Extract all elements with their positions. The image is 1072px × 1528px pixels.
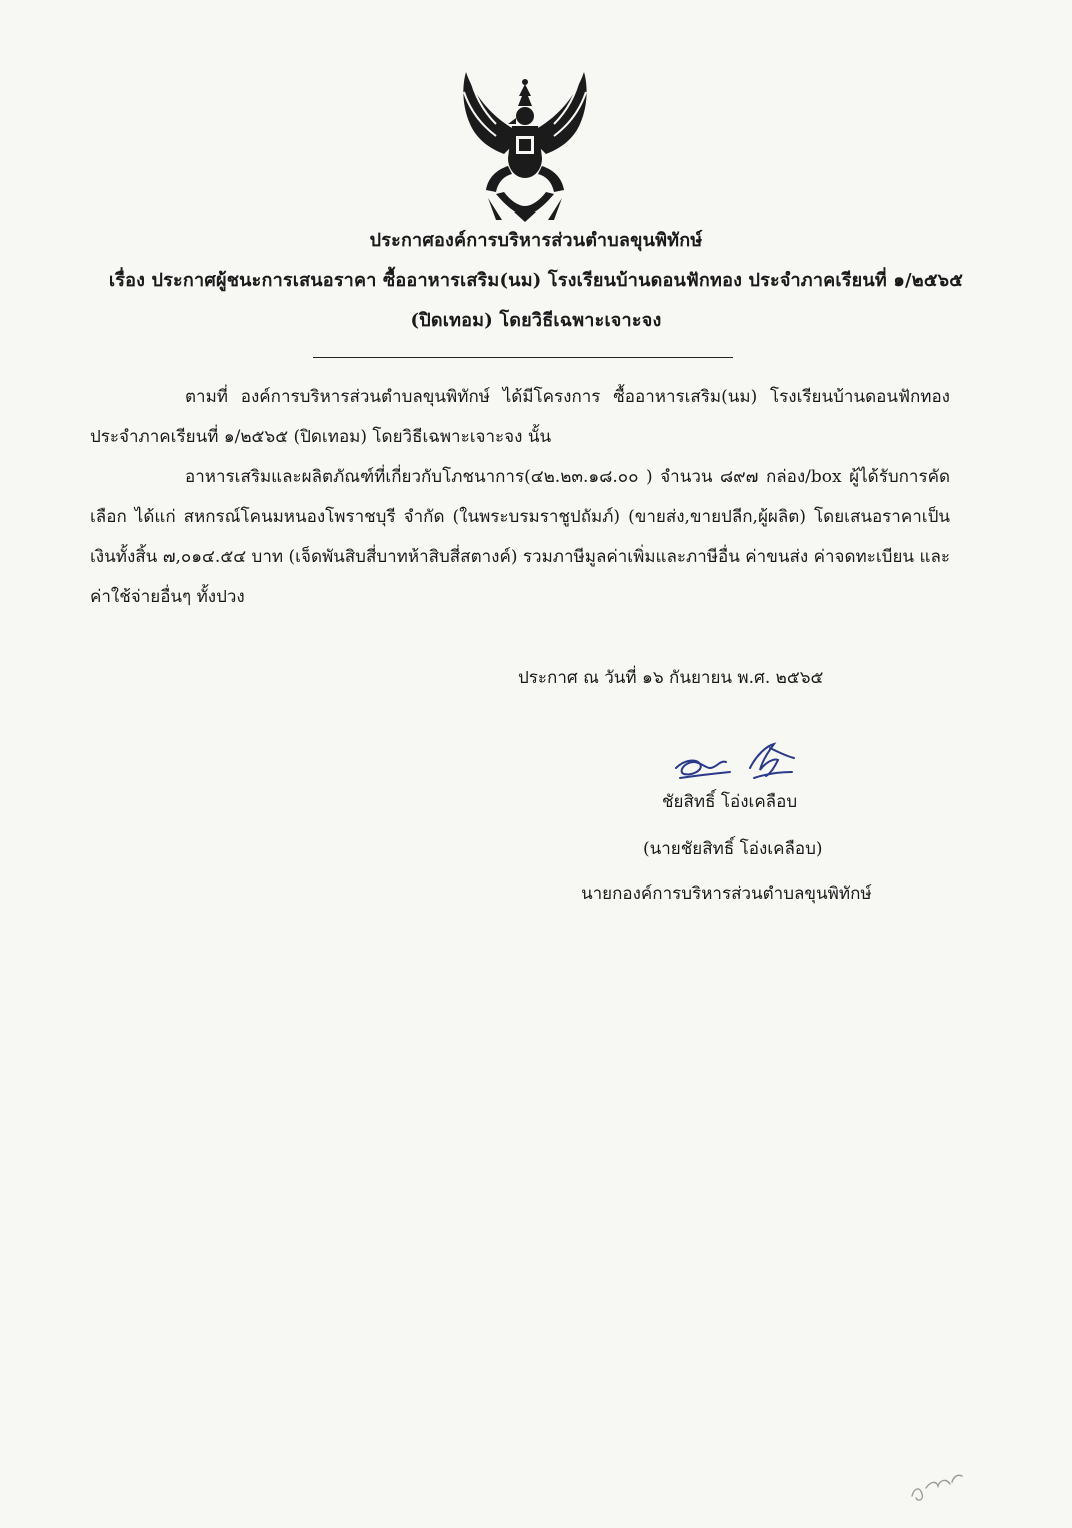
signer-name: ชัยสิทธิ์ โอ่งเคลือบ bbox=[662, 792, 798, 812]
header-divider bbox=[313, 357, 733, 358]
body-paragraph-1: ตามที่ องค์การบริหารส่วนตำบลขุนพิทักษ์ ได้มีโครงการ ซื้ออาหารเสริม(นม) โรงเรียนบ้านดอนฟักทอง ประจำภาคเรียนที่ ๑/๒๕๖๕ (ปิดเทอม) โดยวิธีเฉพาะเจาะจง นั้น bbox=[90, 387, 950, 447]
signer-title: นายกองค์การบริหารส่วนตำบลขุนพิทักษ์ bbox=[581, 884, 872, 904]
garuda-emblem-icon bbox=[452, 66, 598, 222]
signer-full-name: (นายชัยสิทธิ์ โอ่งเคลือบ) bbox=[643, 839, 823, 859]
pencil-mark-icon bbox=[906, 1466, 966, 1506]
handwritten-signature-icon bbox=[670, 738, 800, 784]
body-paragraph-2: อาหารเสริมและผลิตภัณฑ์ที่เกี่ยวกับโภชนาการ(๔๒.๒๓.๑๘.๐๐ ) จำนวน ๘๙๗ กล่อง/box ผู้ได้รับการคัดเลือก ได้แก่ สหกรณ์โคนมหนองโพราชบุรี จำกัด (ในพระบรมราชูปถัมภ์) (ขายส่ง,ขายปลีก,ผู้ผลิต) โดยเสนอราคาเป็นเงินทั้งสิ้น ๗,๐๑๔.๕๔ บาท (เจ็ดพันสิบสี่บาทห้าสิบสี่สตางค์) รวมภาษีมูลค่าเพิ่มและภาษีอื่น ค่าขนส่ง ค่าจดทะเบียน และค่าใช้จ่ายอื่นๆ ทั้งปวง bbox=[90, 467, 950, 607]
subject-line-1: เรื่อง ประกาศผู้ชนะการเสนอราคา ซื้ออาหารเสริม(นม) โรงเรียนบ้านดอนฟักทอง ประจำภาคเรียนที่ ๑/๒๕๖๕ bbox=[108, 270, 964, 291]
subject-line-2: (ปิดเทอม) โดยวิธีเฉพาะเจาะจง bbox=[410, 310, 662, 331]
announcement-title: ประกาศองค์การบริหารส่วนตำบลขุนพิทักษ์ bbox=[369, 230, 703, 251]
announce-date: ประกาศ ณ วันที่ ๑๖ กันยายน พ.ศ. ๒๕๖๕ bbox=[518, 668, 824, 688]
